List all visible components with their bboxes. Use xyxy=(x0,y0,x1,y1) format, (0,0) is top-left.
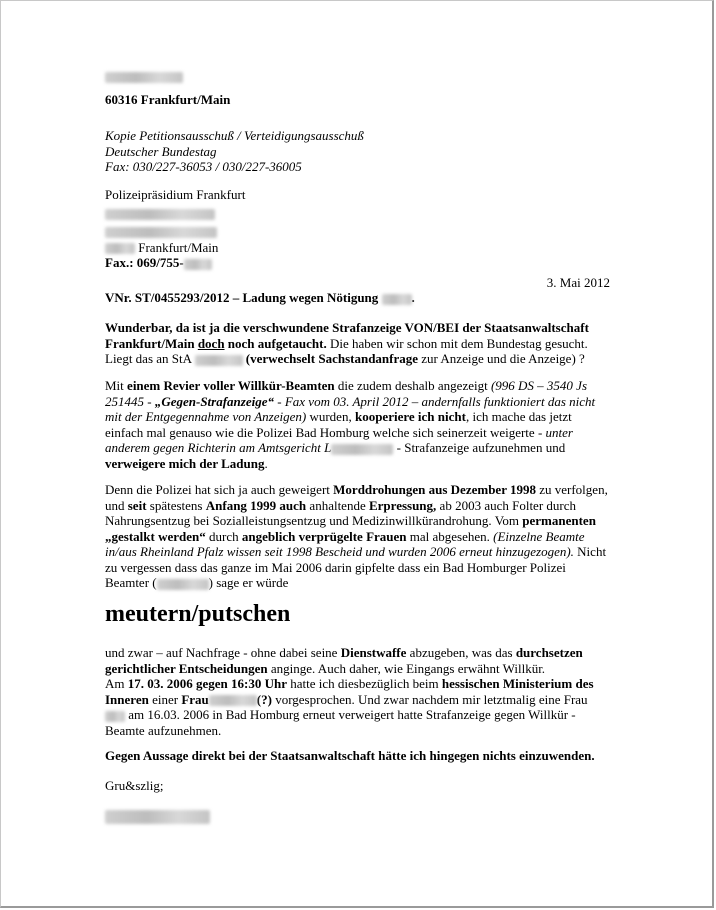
p2-t9: , ich mache das jetzt einfach mal genauso wie die Polizei Bad Homburg welche sich seinerzeit weigerte - xyxy=(105,409,572,440)
redacted-judge xyxy=(331,444,393,455)
p2-t11: - Strafanzeige aufzunehmen und xyxy=(393,440,566,455)
p4-t11: Frau xyxy=(181,691,209,707)
p2-t6: - Fax vom 03. April 2012 – andernfalls funktioniert das nicht mit der Entgegennahme von Anzeigen) xyxy=(105,393,596,424)
subject-text: VNr. ST/0455293/2012 – Ladung wegen Nötigung xyxy=(105,290,379,305)
p1-bold-b: noch aufgetaucht. xyxy=(224,335,327,351)
recipient-city: Frankfurt/Main xyxy=(138,239,219,255)
p3-t3: zu verfolgen, und xyxy=(105,482,608,513)
redacted-woman-name xyxy=(209,695,257,706)
p3-t5: spätestens xyxy=(146,497,206,513)
greeting: Gru&szlig; xyxy=(105,778,164,793)
copy-block xyxy=(105,128,610,175)
redacted-sender-name xyxy=(105,72,183,83)
p3-t7: anhaltende xyxy=(306,497,369,513)
p1-bold-a: Wunderbar, da ist ja die verschwundene Strafanzeige VON/BEI der Staatsanwaltschaft Frankfurt/Main xyxy=(105,320,589,351)
p1-text-a: Die haben wir schon mit dem Bundestag gesucht. Liegt das an StA xyxy=(105,335,588,366)
p1-text-b: zur Anzeige und die Anzeige) ? xyxy=(418,351,585,366)
p3-t2: Morddrohungen aus Dezember 1998 xyxy=(333,482,536,497)
p1-underlined: doch xyxy=(197,335,225,351)
p4-t7: 17. 03. 2006 gegen 16:30 Uhr xyxy=(127,676,287,691)
p4-t9: hessischen Ministerium des Inneren xyxy=(105,676,594,707)
letter-date: 3. Mai 2012 xyxy=(546,275,610,290)
p2-t13: . xyxy=(264,455,268,471)
p2-t10: unter anderem gegen Richterin am Amtsgericht L xyxy=(105,424,573,455)
sender-block xyxy=(105,68,610,107)
redacted-prosecutor xyxy=(195,355,243,366)
p4-t5: anginge. Auch daher, wie Eingangs erwähnt Willkür. xyxy=(267,660,546,676)
recipient-fax: Fax.: 069/755- xyxy=(105,255,184,270)
p2-t3: die zudem deshalb angezeigt xyxy=(334,378,491,393)
p3-t13: mal abgesehen. xyxy=(406,528,494,544)
paragraph-4 xyxy=(105,645,610,738)
p3-t11: durch xyxy=(205,528,242,544)
redacted-recipient-street xyxy=(105,209,215,220)
p3-t10: permanenten „gestalkt werden“ xyxy=(105,513,596,544)
copy-line-2: Deutscher Bundestag xyxy=(105,143,217,159)
p3-t15: Nicht zu vergessen dass das ganze im Mai 2006 darin gipfelte dass ein Bad Homburger Polizei Beamter ( xyxy=(105,544,607,590)
p4-t14: am 16.03. 2006 in Bad Homburg erneut verweigert hatte Strafanzeige gegen Willkür - Beamte aufzunehmen. xyxy=(105,707,576,738)
p4-t12: (?) xyxy=(256,691,272,707)
p4-t6: Am xyxy=(105,676,128,691)
p1-bold-c: (verwechselt Sachstandanfrage xyxy=(245,351,419,366)
redacted-postcode xyxy=(105,243,135,254)
p4-t8: hatte ich diesbezüglich beim xyxy=(287,676,442,691)
copy-line-3: Fax: 030/227-36053 / 030/227-36005 xyxy=(105,159,302,174)
p2-t1: Mit xyxy=(105,378,128,393)
p4-t2: Dienstwaffe xyxy=(340,645,407,660)
subject-end: . xyxy=(411,290,415,305)
redacted-subject-name xyxy=(382,294,412,305)
redacted-woman-name-2 xyxy=(105,711,125,722)
p2-t8: kooperiere ich nicht xyxy=(354,409,466,424)
large-heading: meutern/putschen xyxy=(105,601,291,627)
p2-t4: (996 DS – 3540 Js 251445 - xyxy=(105,378,588,409)
recipient-name: Polizeipräsidium Frankfurt xyxy=(105,187,246,202)
p3-t14: (Einzelne Beamte in/aus Rheinland Pfalz wissen seit 1998 Bescheid und wurden 2006 erneut hinzugezogen). xyxy=(105,528,585,559)
redacted-signature xyxy=(105,810,210,824)
subject-line xyxy=(105,290,610,306)
p3-t1: Denn die Polizei hat sich ja auch geweigert xyxy=(105,482,334,497)
paragraph-1 xyxy=(105,320,610,367)
p4-t3: abzugeben, was das xyxy=(406,645,516,660)
p4-t4: durchsetzen gerichtlicher Entscheidungen xyxy=(105,645,583,676)
p2-t7: wurden, xyxy=(306,409,355,424)
p3-t12: angeblich verprügelte Frauen xyxy=(241,528,407,544)
redacted-officer xyxy=(157,579,209,590)
paragraph-3 xyxy=(105,482,610,591)
p4-t13: vorgesprochen. Und zwar nachdem mir letztmalig eine Frau xyxy=(271,691,588,707)
closing-statement: Gegen Aussage direkt bei der Staatsanwaltschaft hätte ich hingegen nichts einzuwenden. xyxy=(105,748,595,763)
redacted-recipient-line xyxy=(105,227,217,238)
p3-t16: ) sage er würde xyxy=(208,575,289,590)
sender-city: 60316 Frankfurt/Main xyxy=(105,91,231,107)
redacted-fax-number xyxy=(184,259,212,270)
p2-t12: verweigere mich der Ladung xyxy=(105,455,265,471)
p3-t9: ab 2003 auch Folter durch Nahrungsentzug bei Sozialleistungsentzug und Medizinwillkürandrohung. Vom xyxy=(105,497,577,528)
copy-line-1: Kopie Petitionsausschuß / Verteidigungsausschuß xyxy=(105,128,364,143)
paragraph-2 xyxy=(105,378,610,471)
p2-t5: „Gegen-Strafanzeige“ xyxy=(154,393,275,409)
recipient-block xyxy=(105,187,610,271)
p2-t2: einem Revier voller Willkür-Beamten xyxy=(127,378,335,393)
p3-t6: Anfang 1999 auch xyxy=(205,497,307,513)
p3-t4: seit xyxy=(127,497,147,513)
p4-t1: und zwar – auf Nachfrage - ohne dabei seine xyxy=(105,645,341,660)
signature-block xyxy=(105,808,610,824)
p4-t10: einer xyxy=(148,691,182,707)
p3-t8: Erpressung, xyxy=(368,497,437,513)
